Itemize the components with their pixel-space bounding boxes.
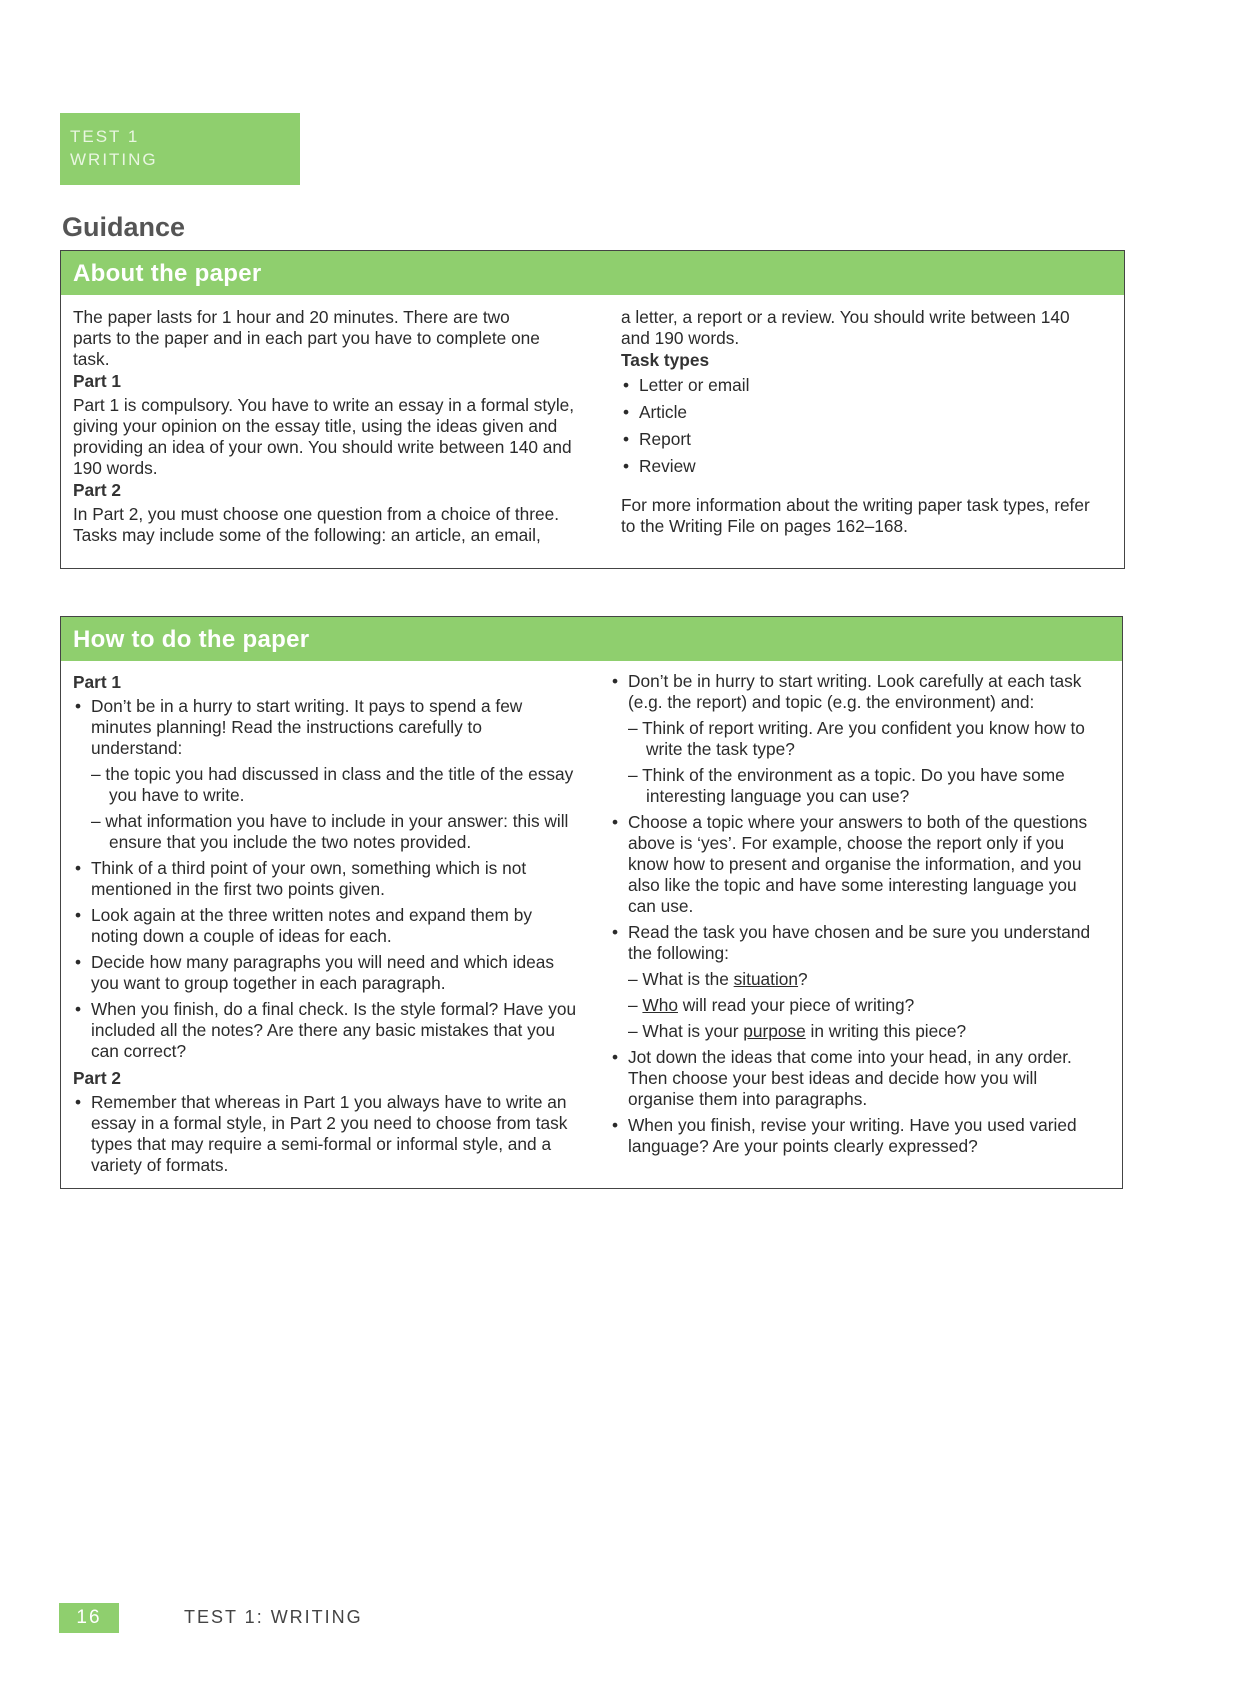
task-types-list: [621, 375, 1091, 477]
list-item: [610, 1021, 1100, 1042]
list-item: – Think of report writing. Are you confident you know how to write the task type?: [628, 718, 1085, 759]
about-paper-box: [60, 250, 1125, 569]
about-left-column: [61, 295, 593, 546]
howto-part1-list: [73, 696, 600, 1062]
text-segment: –: [628, 995, 643, 1015]
list-item: • Decide how many paragraphs you will need and which ideas you want to group together in each paragraph.: [73, 952, 581, 994]
list-item: [610, 969, 1100, 990]
list-item: • Don’t be in hurry to start writing. Look carefully at each task (e.g. the report) and topic (e.g. the environment) and:: [610, 671, 1100, 713]
underlined-word: Who: [642, 995, 678, 1015]
about-right-column: [593, 295, 1091, 546]
list-item: – the topic you had discussed in class and the title of the essay you have to write.: [91, 764, 574, 805]
list-item: [73, 696, 541, 759]
page-number: 16: [59, 1603, 119, 1633]
list-item: • Article: [621, 402, 1091, 423]
how-to-right-column: [600, 661, 1100, 1181]
list-item: – what information you have to include in your answer: this will ensure that you include the two notes provided.: [91, 811, 569, 852]
about-part2-text: In Part 2, you must choose one question from a choice of three. Tasks may include some of the following: an article, an email,: [73, 504, 560, 545]
list-item: • Report: [621, 429, 1091, 450]
text-segment: – What is the: [628, 969, 734, 989]
list-item: • Jot down the ideas that come into your head, in any order. Then choose your best ideas and decide how you will organise them into paragraphs.: [610, 1047, 1100, 1110]
howto-right-list: [610, 671, 1100, 1157]
list-item: [610, 995, 1100, 1016]
text-segment: – What is your: [628, 1021, 744, 1041]
tab-line-2: WRITING: [70, 150, 158, 169]
howto-part2-list: [73, 1092, 600, 1176]
about-part1-label: Part 1: [73, 371, 122, 391]
about-part2-label: Part 2: [73, 480, 122, 500]
underlined-word: purpose: [743, 1021, 806, 1041]
running-footer-title: TEST 1: WRITING: [184, 1607, 363, 1627]
tab-line-1: TEST 1: [70, 127, 140, 146]
text-segment: ?: [798, 969, 808, 989]
page-title: Guidance: [62, 212, 186, 242]
list-item: • Remember that whereas in Part 1 you always have to write an essay in a formal style, in Part 2 you need to choose from task types that may require a semi-formal or informal style, and a variety of formats.: [73, 1092, 591, 1176]
howto-part1-label: Part 1: [73, 672, 122, 692]
list-item: • When you finish, do a final check. Is the style formal? Have you included all the notes? Are there any basic mistakes that you can correct?: [73, 999, 581, 1062]
list-item: • Think of a third point of your own, something which is not mentioned in the first two points given.: [73, 858, 571, 900]
how-to-heading: How to do the paper: [61, 617, 1122, 661]
list-item: • Read the task you have chosen and be sure you understand the following:: [610, 922, 1100, 964]
about-more-info: For more information about the writing paper task types, refer to the Writing File on pages 162–168.: [621, 495, 1090, 536]
how-to-left-column: [61, 661, 600, 1181]
section-tab: [60, 113, 300, 185]
about-part1-text: Part 1 is compulsory. You have to write an essay in a formal style, giving your opinion on the essay title, using the ideas given and providing an idea of your own. You should write between 140 and 190 words.: [73, 395, 575, 478]
text-segment: in writing this piece?: [805, 1021, 967, 1041]
how-to-box: [60, 616, 1123, 1189]
list-item: • When you finish, revise your writing. Have you used varied language? Are your points clearly expressed?: [610, 1115, 1100, 1157]
list-item: • Letter or email: [621, 375, 1091, 396]
howto-part2-label: Part 2: [73, 1068, 122, 1088]
list-item-text: Don’t be in a hurry to start writing. It pays to spend a few minutes planning! Read the instructions carefully to understand:: [91, 696, 523, 758]
about-right-text: a letter, a report or a review. You should write between 140 and 190 words.: [621, 307, 1070, 348]
list-item: – Think of the environment as a topic. Do you have some interesting language you can use?: [628, 765, 1065, 806]
list-item: • Choose a topic where your answers to both of the questions above is ‘yes’. For example, choose the report only if you know how to present and organise the information, and you also like the topic and have some interesting language you can use.: [610, 812, 1100, 917]
text-segment: will read your piece of writing?: [677, 995, 915, 1015]
task-types-label: Task types: [621, 350, 710, 370]
list-item: • Review: [621, 456, 1091, 477]
about-paper-heading: About the paper: [61, 251, 1124, 295]
about-intro: The paper lasts for 1 hour and 20 minutes. There are two parts to the paper and in each part you have to complete one task.: [73, 307, 540, 369]
underlined-word: situation: [733, 969, 799, 989]
list-item: • Look again at the three written notes and expand them by noting down a couple of ideas for each.: [73, 905, 571, 947]
